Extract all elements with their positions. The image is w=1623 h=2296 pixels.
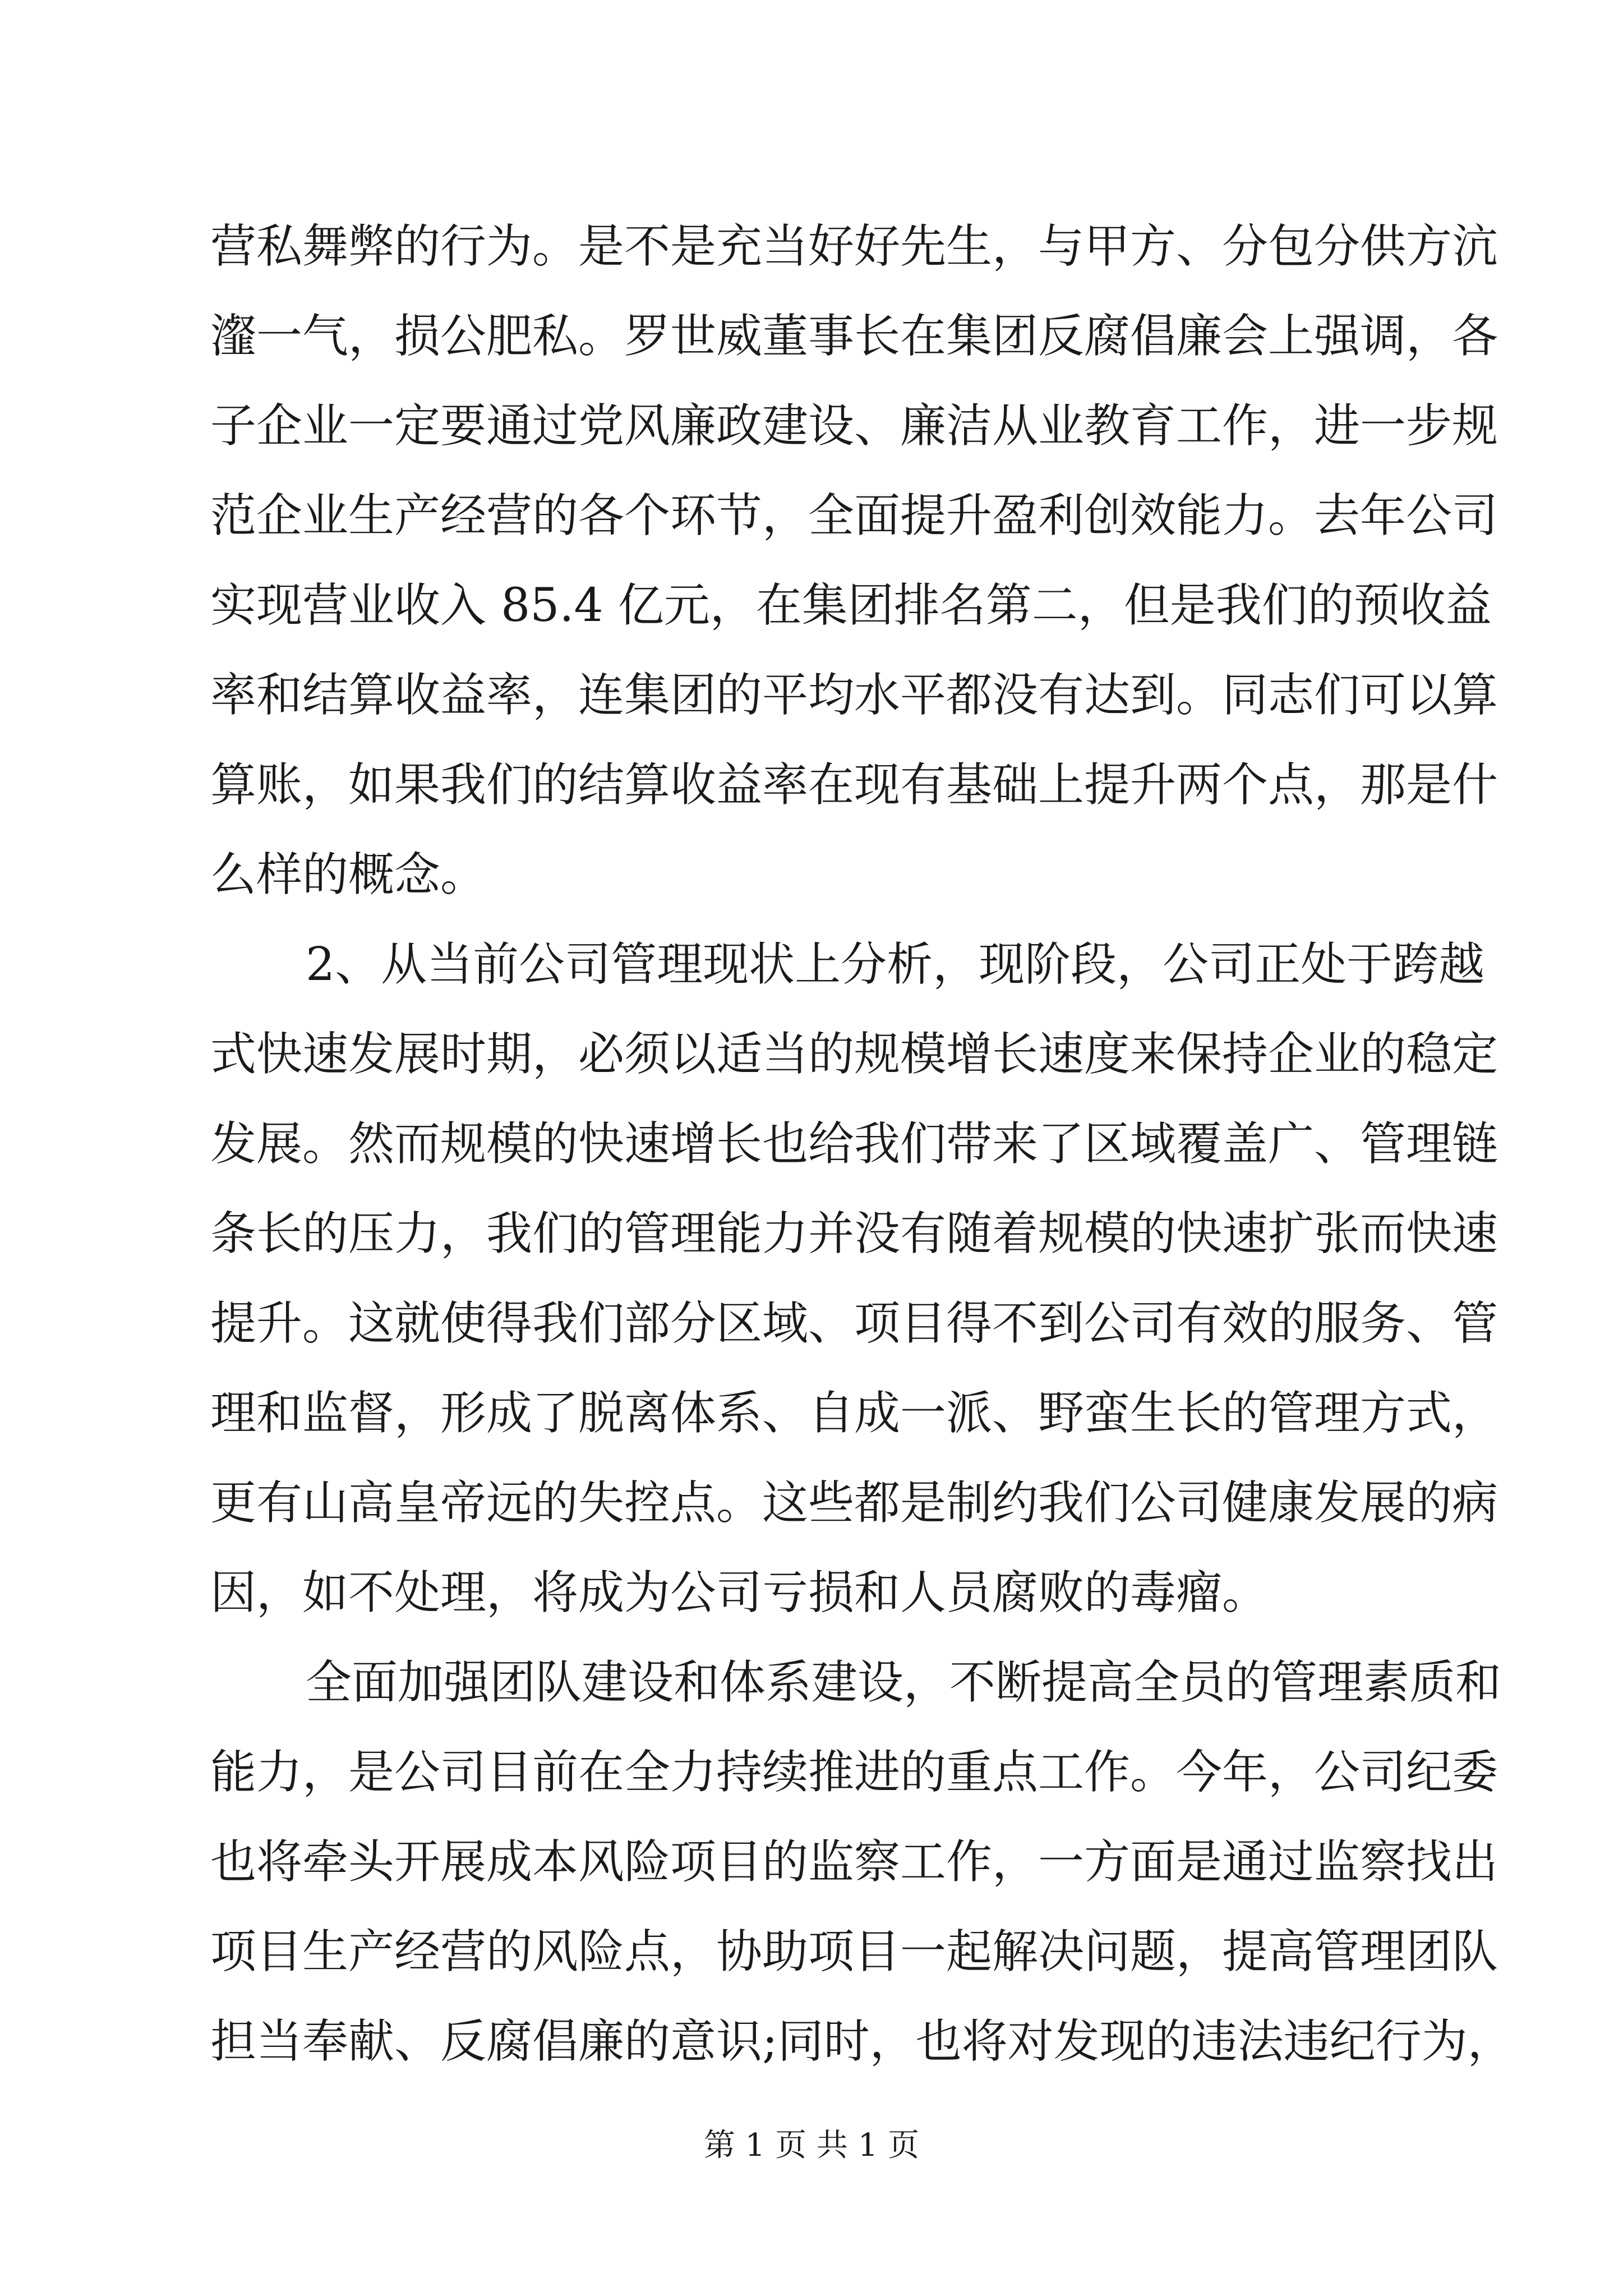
body-text-line: 因，如不处理，将成为公司亏损和人员腐败的毒瘤。 bbox=[210, 1566, 1269, 1619]
body-text-line: 么样的概念。 bbox=[210, 848, 487, 901]
body-text-line: 实现营业收入 85.4 亿元，在集团排名第二，但是我们的预收益 bbox=[210, 579, 1492, 632]
body-text-line: 也将牵头开展成本风险项目的监察工作，一方面是通过监察找出 bbox=[210, 1835, 1498, 1889]
body-text-line: 项目生产经营的风险点，协助项目一起解决问题，提高管理团队 bbox=[210, 1925, 1498, 1978]
body-text-line: 发展。然而规模的快速增长也给我们带来了区域覆盖广、管理链 bbox=[210, 1117, 1498, 1171]
body-text-line: 2、从当前公司管理现状上分析，现阶段，公司正处于跨越 bbox=[306, 938, 1485, 991]
page-number-footer: 第 1 页 共 1 页 bbox=[703, 2127, 920, 2164]
body-text-line: 担当奉献、反腐倡廉的意识;同时，也将对发现的违法违纪行为， bbox=[210, 2015, 1514, 2068]
body-text-line: 率和结算收益率，连集团的平均水平都没有达到。同志们可以算 bbox=[210, 669, 1498, 722]
body-text-line: 范企业生产经营的各个环节，全面提升盈利创效能力。去年公司 bbox=[210, 489, 1498, 542]
body-text-line: 式快速发展时期，必须以适当的规模增长速度来保持企业的稳定 bbox=[210, 1028, 1498, 1081]
body-text-line: 能力，是公司目前在全力持续推进的重点工作。今年，公司纪委 bbox=[210, 1746, 1498, 1799]
body-text-line: 算账，如果我们的结算收益率在现有基础上提升两个点，那是什 bbox=[210, 758, 1498, 812]
body-text-line: 全面加强团队建设和体系建设，不断提高全员的管理素质和 bbox=[306, 1656, 1502, 1709]
body-text-line: 条长的压力，我们的管理能力并没有随着规模的快速扩张而快速 bbox=[210, 1207, 1498, 1260]
body-text-line: 子企业一定要通过党风廉政建设、廉洁从业教育工作，进一步规 bbox=[210, 399, 1498, 453]
body-text-line: 更有山高皇帝远的失控点。这些都是制约我们公司健康发展的病 bbox=[210, 1476, 1498, 1530]
body-text-line: 瀣一气，损公肥私。罗世威董事长在集团反腐倡廉会上强调，各 bbox=[210, 310, 1498, 363]
body-text-line: 理和监督，形成了脱离体系、自成一派、野蛮生长的管理方式， bbox=[210, 1387, 1498, 1440]
body-text-line: 营私舞弊的行为。是不是充当好好先生，与甲方、分包分供方沆 bbox=[210, 220, 1498, 273]
body-text-line: 提升。这就使得我们部分区域、项目得不到公司有效的服务、管 bbox=[210, 1297, 1498, 1350]
